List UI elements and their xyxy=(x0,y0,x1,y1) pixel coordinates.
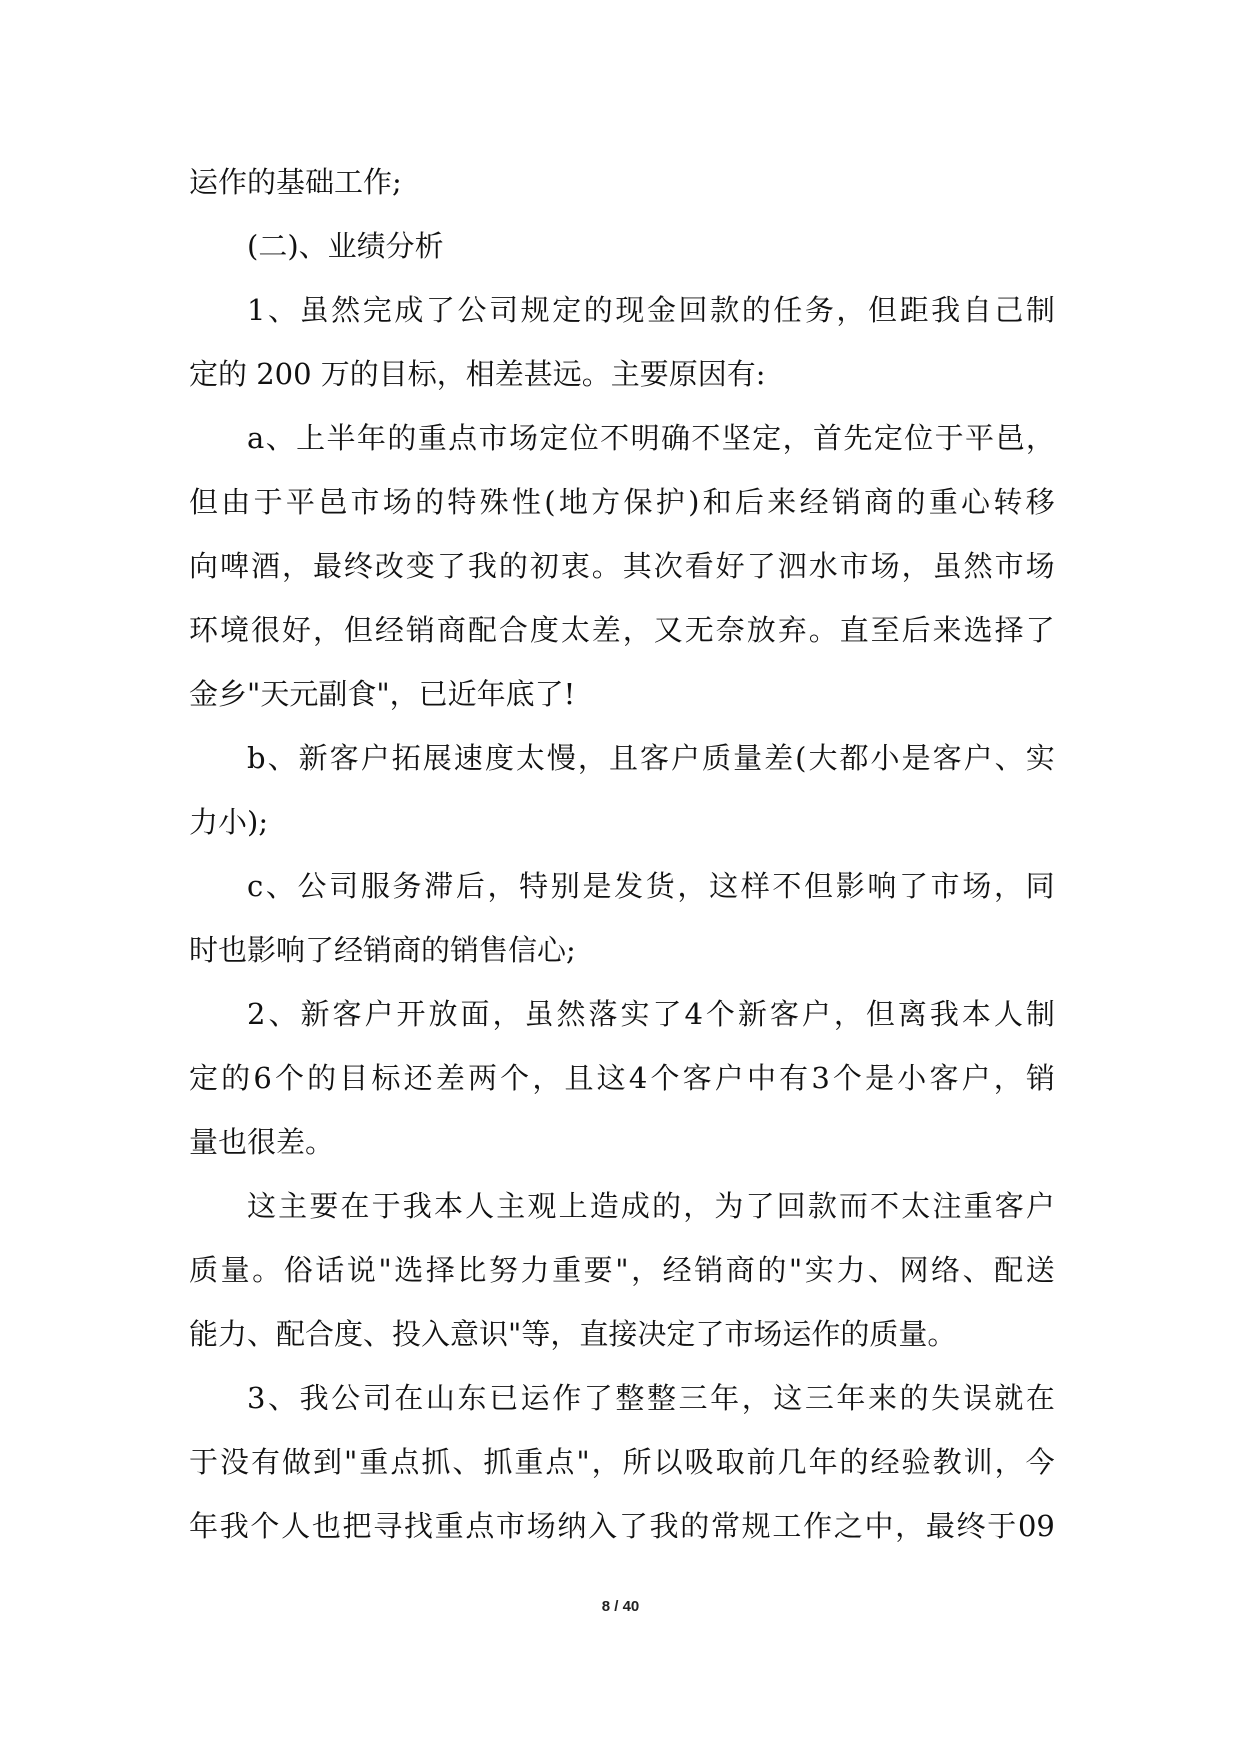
paragraph-line: a 、 上 半 年 的 重 点 市 场 定 位 不 明 确 不 坚 定 ， 首 先 定 位 于 平 邑 ， xyxy=(247,421,1055,455)
paragraph-line: 力小); xyxy=(189,805,269,839)
paragraph-line: c 、 公 司 服 务 滞 后 ， 特 别 是 发 货 ， 这 样 不 但 影 响 了 市 场 ， 同 xyxy=(247,869,1055,903)
page-number: 8 / 40 xyxy=(601,1598,640,1615)
paragraph-line: b 、 新 客 户 拓 展 速 度 太 慢 ， 且 客 户 质 量 差 ( 大 都 小 是 客 户 、 实 xyxy=(247,741,1055,775)
body-text xyxy=(189,160,1055,1568)
paragraph-line: 金乡"天元副食"，已近年底了! xyxy=(189,677,576,711)
paragraph-line: 量也很差。 xyxy=(189,1125,335,1159)
paragraph-line: 向 啤 酒 ， 最 终 改 变 了 我 的 初 衷 。 其 次 看 好 了 泗 水 市 场 ， 虽 然 市 场 xyxy=(189,549,1055,583)
paragraph-line: 定的 200 万的目标，相差甚远。主要原因有: xyxy=(189,357,766,391)
paragraph-line: 质 量 。 俗 话 说 " 选 择 比 努 力 重 要 " ， 经 销 商 的 " 实 力 、 网 络 、 配 送 xyxy=(189,1253,1055,1287)
paragraph-line: 能力、配合度、投入意识"等，直接决定了市场运作的质量。 xyxy=(189,1317,957,1351)
paragraph-line: 于 没 有 做 到 " 重 点 抓 、 抓 重 点 " ， 所 以 吸 取 前 几 年 的 经 验 教 训 ， 今 xyxy=(189,1445,1055,1479)
paragraph-line: 但 由 于 平 邑 市 场 的 特 殊 性 ( 地 方 保 护 ) 和 后 来 经 销 商 的 重 心 转 移 xyxy=(189,485,1055,519)
paragraph-line: 年 我 个 人 也 把 寻 找 重 点 市 场 纳 入 了 我 的 常 规 工 作 之 中 ， 最 终 于 09 xyxy=(189,1509,1055,1543)
paragraph-line: 环 境 很 好 ， 但 经 销 商 配 合 度 太 差 ， 又 无 奈 放 弃 。 直 至 后 来 选 择 了 xyxy=(189,613,1055,647)
paragraph-line: 1 、 虽 然 完 成 了 公 司 规 定 的 现 金 回 款 的 任 务 ， 但 距 我 自 己 制 xyxy=(247,293,1055,327)
paragraph-line: 2 、 新 客 户 开 放 面 ， 虽 然 落 实 了 4 个 新 客 户 ， 但 离 我 本 人 制 xyxy=(247,997,1055,1031)
paragraph-line: (二)、业绩分析 xyxy=(247,229,444,263)
paragraph-line: 时也影响了经销商的销售信心; xyxy=(189,933,576,967)
paragraph-line: 3 、 我 公 司 在 山 东 已 运 作 了 整 整 三 年 ， 这 三 年 来 的 失 误 就 在 xyxy=(247,1381,1055,1415)
paragraph-line: 运作的基础工作; xyxy=(189,165,402,199)
paragraph-line: 定 的 6 个 的 目 标 还 差 两 个 ， 且 这 4 个 客 户 中 有 3 个 是 小 客 户 ， 销 xyxy=(189,1061,1055,1095)
paragraph-line: 这 主 要 在 于 我 本 人 主 观 上 造 成 的 ， 为 了 回 款 而 不 太 注 重 客 户 xyxy=(247,1189,1055,1223)
